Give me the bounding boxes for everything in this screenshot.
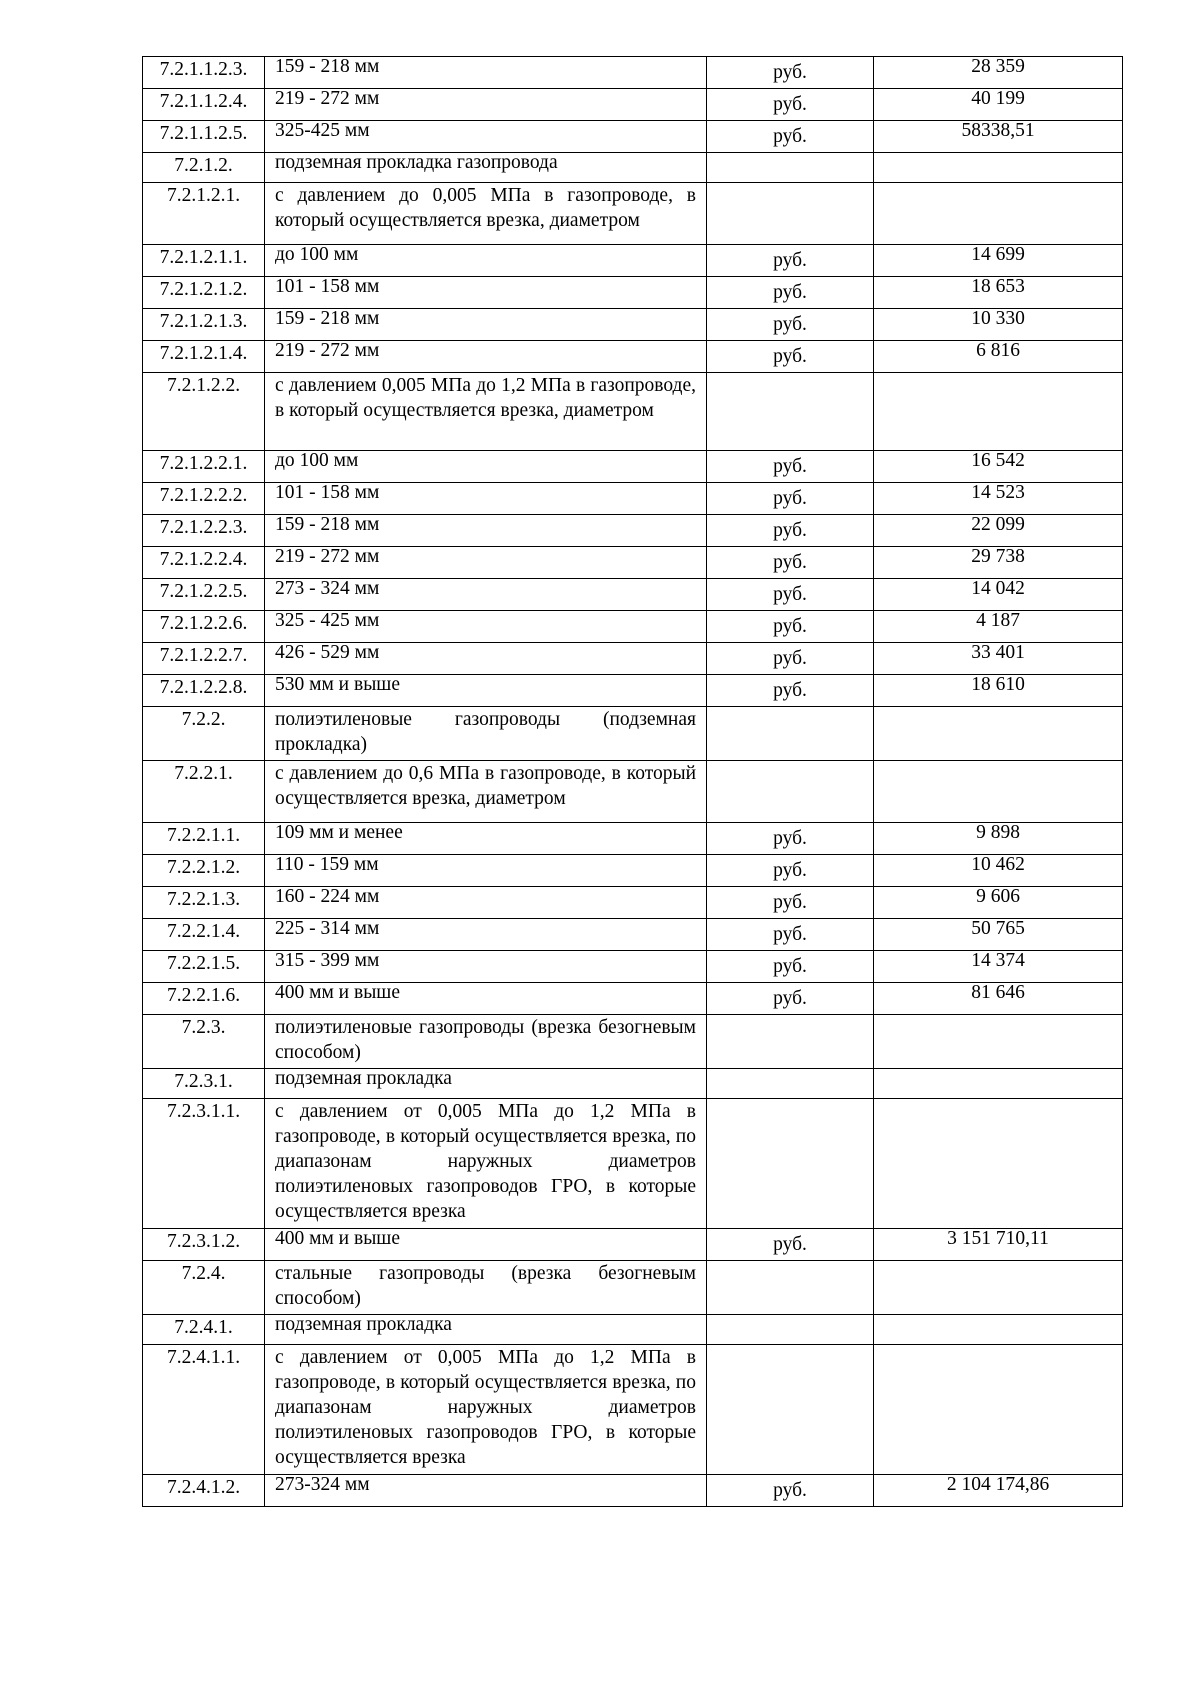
unit-cell [707,483,874,515]
table-row [143,579,1123,611]
price-value: 2 104 174,86 [946,1474,1050,1495]
price-value: 81 646 [971,982,1025,1003]
price-cell [874,855,1123,887]
unit-label: руб. [773,956,807,977]
item-description: подземная прокладка [275,1314,452,1335]
price-cell [874,761,1123,823]
unit-cell [707,1261,874,1315]
unit-label: руб. [773,1480,807,1501]
unit-label: руб. [773,616,807,637]
item-description: 160 - 224 мм [275,886,380,907]
tariff-table [142,56,1123,1507]
item-description: 101 - 158 мм [275,482,380,503]
unit-label: руб. [773,828,807,849]
price-value: 22 099 [971,514,1025,535]
price-cell [874,1475,1123,1507]
unit-cell [707,1099,874,1229]
price-cell [874,1345,1123,1475]
item-description-cell [265,89,707,121]
item-description: 110 - 159 мм [275,854,379,875]
table-row [143,1015,1123,1069]
price-value: 9 606 [976,886,1020,907]
table-row [143,611,1123,643]
item-description-cell [265,643,707,675]
unit-label: руб. [773,314,807,335]
item-code-cell: 7.2.2.1.3. [143,887,265,919]
item-code-cell: 7.2.1.2.2.1. [143,451,265,483]
price-cell [874,951,1123,983]
item-code-cell: 7.2.1.2.2. [143,373,265,451]
item-description-cell [265,1345,707,1475]
price-value: 18 653 [971,276,1025,297]
unit-cell [707,153,874,183]
table-row [143,1315,1123,1345]
item-description-cell [265,373,707,451]
table-row [143,707,1123,761]
item-code-cell: 7.2.4.1. [143,1315,265,1345]
table-row [143,121,1123,153]
table-row [143,823,1123,855]
item-description-cell [265,823,707,855]
item-code-cell: 7.2.1.2.2.8. [143,675,265,707]
item-code-cell: 7.2.2.1.2. [143,855,265,887]
price-cell [874,483,1123,515]
item-description-cell [265,1315,707,1345]
item-description-cell [265,579,707,611]
item-description: с давлением от 0,005 МПа до 1,2 МПа в газопроводе, в который осуществляется врезка, по диапазонам наружных диаметров полиэтиленовых газопроводов ГРО, в которые осуществляется врезка [275,1347,696,1468]
table-row [143,1069,1123,1099]
unit-cell [707,761,874,823]
item-description: до 100 мм [275,450,359,471]
price-cell [874,153,1123,183]
table-row [143,341,1123,373]
price-value: 4 187 [976,610,1020,631]
unit-label: руб. [773,250,807,271]
unit-cell [707,919,874,951]
table-row [143,277,1123,309]
unit-label: руб. [773,488,807,509]
price-cell [874,341,1123,373]
price-value: 14 042 [971,578,1025,599]
item-description-cell [265,919,707,951]
unit-cell [707,579,874,611]
item-description-cell [265,547,707,579]
item-description-cell [265,1229,707,1261]
unit-cell [707,245,874,277]
item-description-cell [265,1069,707,1099]
price-value: 10 330 [971,308,1025,329]
item-code-cell: 7.2.1.2.2.3. [143,515,265,547]
unit-cell [707,887,874,919]
price-cell [874,451,1123,483]
item-description: 315 - 399 мм [275,950,380,971]
item-description-cell [265,121,707,153]
item-description-cell [265,761,707,823]
item-description: 400 мм и выше [275,1228,400,1249]
price-value: 16 542 [971,450,1025,471]
table-row [143,1475,1123,1507]
unit-cell [707,855,874,887]
table-row [143,675,1123,707]
table-row [143,887,1123,919]
table-row [143,57,1123,89]
table-row [143,983,1123,1015]
price-value: 3 151 710,11 [947,1228,1049,1249]
item-description-cell [265,57,707,89]
unit-cell [707,675,874,707]
price-cell [874,1069,1123,1099]
price-value: 14 699 [971,244,1025,265]
item-description-cell [265,1475,707,1507]
item-code-cell: 7.2.3.1.1. [143,1099,265,1229]
item-code-cell: 7.2.1.1.2.4. [143,89,265,121]
price-cell [874,823,1123,855]
table-row [143,183,1123,245]
item-description: 159 - 218 мм [275,308,380,329]
item-description: 219 - 272 мм [275,340,380,361]
price-cell [874,373,1123,451]
item-description-cell [265,611,707,643]
unit-label: руб. [773,282,807,303]
table-row [143,1229,1123,1261]
table-row [143,855,1123,887]
item-description-cell [265,983,707,1015]
price-cell [874,1315,1123,1345]
item-code-cell: 7.2.1.2.2.5. [143,579,265,611]
unit-cell [707,951,874,983]
price-cell [874,611,1123,643]
unit-label: руб. [773,988,807,1009]
table-row [143,951,1123,983]
item-code-cell: 7.2.1.2. [143,153,265,183]
item-description: 325-425 мм [275,120,370,141]
unit-label: руб. [773,94,807,115]
unit-cell [707,1015,874,1069]
unit-cell [707,451,874,483]
price-value: 14 523 [971,482,1025,503]
tariff-table-body [143,57,1123,1507]
price-cell [874,643,1123,675]
price-cell [874,1099,1123,1229]
item-description-cell [265,245,707,277]
table-row [143,373,1123,451]
item-description-cell [265,183,707,245]
unit-label: руб. [773,62,807,83]
table-row [143,483,1123,515]
unit-cell [707,515,874,547]
unit-cell [707,341,874,373]
unit-cell [707,57,874,89]
price-cell [874,121,1123,153]
item-description: с давлением до 0,005 МПа в газопроводе, в который осуществляется врезка, диаметром [275,185,696,231]
unit-cell [707,823,874,855]
item-description-cell [265,855,707,887]
item-description-cell [265,887,707,919]
price-cell [874,309,1123,341]
price-value: 10 462 [971,854,1025,875]
item-description: с давлением 0,005 МПа до 1,2 МПа в газопроводе, в который осуществляется врезка, диаметром [275,375,696,421]
item-code-cell: 7.2.2.1.1. [143,823,265,855]
item-code-cell: 7.2.1.2.2.4. [143,547,265,579]
unit-label: руб. [773,648,807,669]
price-cell [874,675,1123,707]
item-description: 219 - 272 мм [275,546,380,567]
item-description: 101 - 158 мм [275,276,380,297]
item-code-cell: 7.2.1.2.1.2. [143,277,265,309]
unit-label: руб. [773,126,807,147]
table-row [143,515,1123,547]
item-description: полиэтиленовые газопроводы (врезка безогневым способом) [275,1017,696,1063]
price-value: 14 374 [971,950,1025,971]
item-description-cell [265,1261,707,1315]
unit-cell [707,89,874,121]
unit-cell [707,183,874,245]
item-description: 159 - 218 мм [275,56,380,77]
item-description-cell [265,1015,707,1069]
price-cell [874,89,1123,121]
price-value: 33 401 [971,642,1025,663]
unit-label: руб. [773,456,807,477]
price-value: 9 898 [976,822,1020,843]
price-cell [874,919,1123,951]
price-cell [874,707,1123,761]
unit-cell [707,121,874,153]
price-cell [874,887,1123,919]
table-row [143,919,1123,951]
item-description: 426 - 529 мм [275,642,380,663]
item-description-cell [265,483,707,515]
item-description: стальные газопроводы (врезка безогневым способом) [275,1263,696,1309]
item-code-cell: 7.2.2.1.6. [143,983,265,1015]
price-cell [874,579,1123,611]
item-description: с давлением до 0,6 МПа в газопроводе, в который осуществляется врезка, диаметром [275,763,696,809]
item-description-cell [265,451,707,483]
price-value: 50 765 [971,918,1025,939]
unit-label: руб. [773,860,807,881]
table-row [143,643,1123,675]
table-row [143,547,1123,579]
unit-cell [707,611,874,643]
item-description: 273-324 мм [275,1474,370,1495]
unit-label: руб. [773,552,807,573]
item-code-cell: 7.2.1.2.2.7. [143,643,265,675]
item-description-cell [265,277,707,309]
unit-cell [707,277,874,309]
table-row [143,1261,1123,1315]
item-code-cell: 7.2.1.2.1. [143,183,265,245]
item-code-cell: 7.2.2.1.5. [143,951,265,983]
table-row [143,451,1123,483]
price-cell [874,515,1123,547]
item-description: подземная прокладка газопровода [275,152,558,173]
unit-cell [707,1475,874,1507]
price-value: 29 738 [971,546,1025,567]
item-description: 400 мм и выше [275,982,400,1003]
item-description: 109 мм и менее [275,822,403,843]
price-cell [874,983,1123,1015]
unit-cell [707,373,874,451]
item-description-cell [265,1099,707,1229]
item-description-cell [265,951,707,983]
price-value: 6 816 [976,340,1020,361]
table-row [143,89,1123,121]
unit-label: руб. [773,346,807,367]
item-code-cell: 7.2.4.1.2. [143,1475,265,1507]
price-value: 58338,51 [961,120,1035,141]
item-code-cell: 7.2.2. [143,707,265,761]
item-description: до 100 мм [275,244,359,265]
unit-label: руб. [773,584,807,605]
item-code-cell: 7.2.1.2.2.6. [143,611,265,643]
item-description: с давлением от 0,005 МПа до 1,2 МПа в газопроводе, в который осуществляется врезка, по диапазонам наружных диаметров полиэтиленовых газопроводов ГРО, в которые осуществляется врезка [275,1101,696,1222]
item-description: 225 - 314 мм [275,918,380,939]
item-description: 530 мм и выше [275,674,400,695]
item-description: полиэтиленовые газопроводы (подземная прокладка) [275,709,696,755]
unit-cell [707,707,874,761]
unit-label: руб. [773,680,807,701]
item-code-cell: 7.2.1.1.2.3. [143,57,265,89]
price-cell [874,1261,1123,1315]
item-code-cell: 7.2.3.1. [143,1069,265,1099]
table-row [143,309,1123,341]
unit-label: руб. [773,1234,807,1255]
item-description-cell [265,707,707,761]
item-code-cell: 7.2.4. [143,1261,265,1315]
price-cell [874,57,1123,89]
table-row [143,1099,1123,1229]
item-code-cell: 7.2.2.1. [143,761,265,823]
price-cell [874,1015,1123,1069]
item-code-cell: 7.2.3.1.2. [143,1229,265,1261]
item-code-cell: 7.2.1.2.1.1. [143,245,265,277]
price-value: 18 610 [971,674,1025,695]
price-cell [874,277,1123,309]
price-value: 40 199 [971,88,1025,109]
price-cell [874,183,1123,245]
table-row [143,761,1123,823]
unit-label: руб. [773,924,807,945]
unit-cell [707,983,874,1015]
item-description-cell [265,675,707,707]
item-description-cell [265,341,707,373]
item-description: 273 - 324 мм [275,578,380,599]
unit-cell [707,643,874,675]
table-row [143,1345,1123,1475]
item-description: 159 - 218 мм [275,514,380,535]
unit-cell [707,547,874,579]
price-cell [874,245,1123,277]
item-description: 325 - 425 мм [275,610,380,631]
item-description: 219 - 272 мм [275,88,380,109]
item-description-cell [265,153,707,183]
price-cell [874,547,1123,579]
unit-label: руб. [773,520,807,541]
item-description-cell [265,309,707,341]
item-code-cell: 7.2.2.1.4. [143,919,265,951]
item-code-cell: 7.2.1.1.2.5. [143,121,265,153]
item-code-cell: 7.2.1.2.2.2. [143,483,265,515]
table-row [143,245,1123,277]
unit-cell [707,1229,874,1261]
table-row [143,153,1123,183]
unit-cell [707,309,874,341]
item-code-cell: 7.2.4.1.1. [143,1345,265,1475]
item-code-cell: 7.2.1.2.1.4. [143,341,265,373]
item-code-cell: 7.2.1.2.1.3. [143,309,265,341]
item-description-cell [265,515,707,547]
item-description: подземная прокладка [275,1068,452,1089]
unit-label: руб. [773,892,807,913]
price-value: 28 359 [971,56,1025,77]
unit-cell [707,1315,874,1345]
unit-cell [707,1345,874,1475]
price-cell [874,1229,1123,1261]
unit-cell [707,1069,874,1099]
item-code-cell: 7.2.3. [143,1015,265,1069]
